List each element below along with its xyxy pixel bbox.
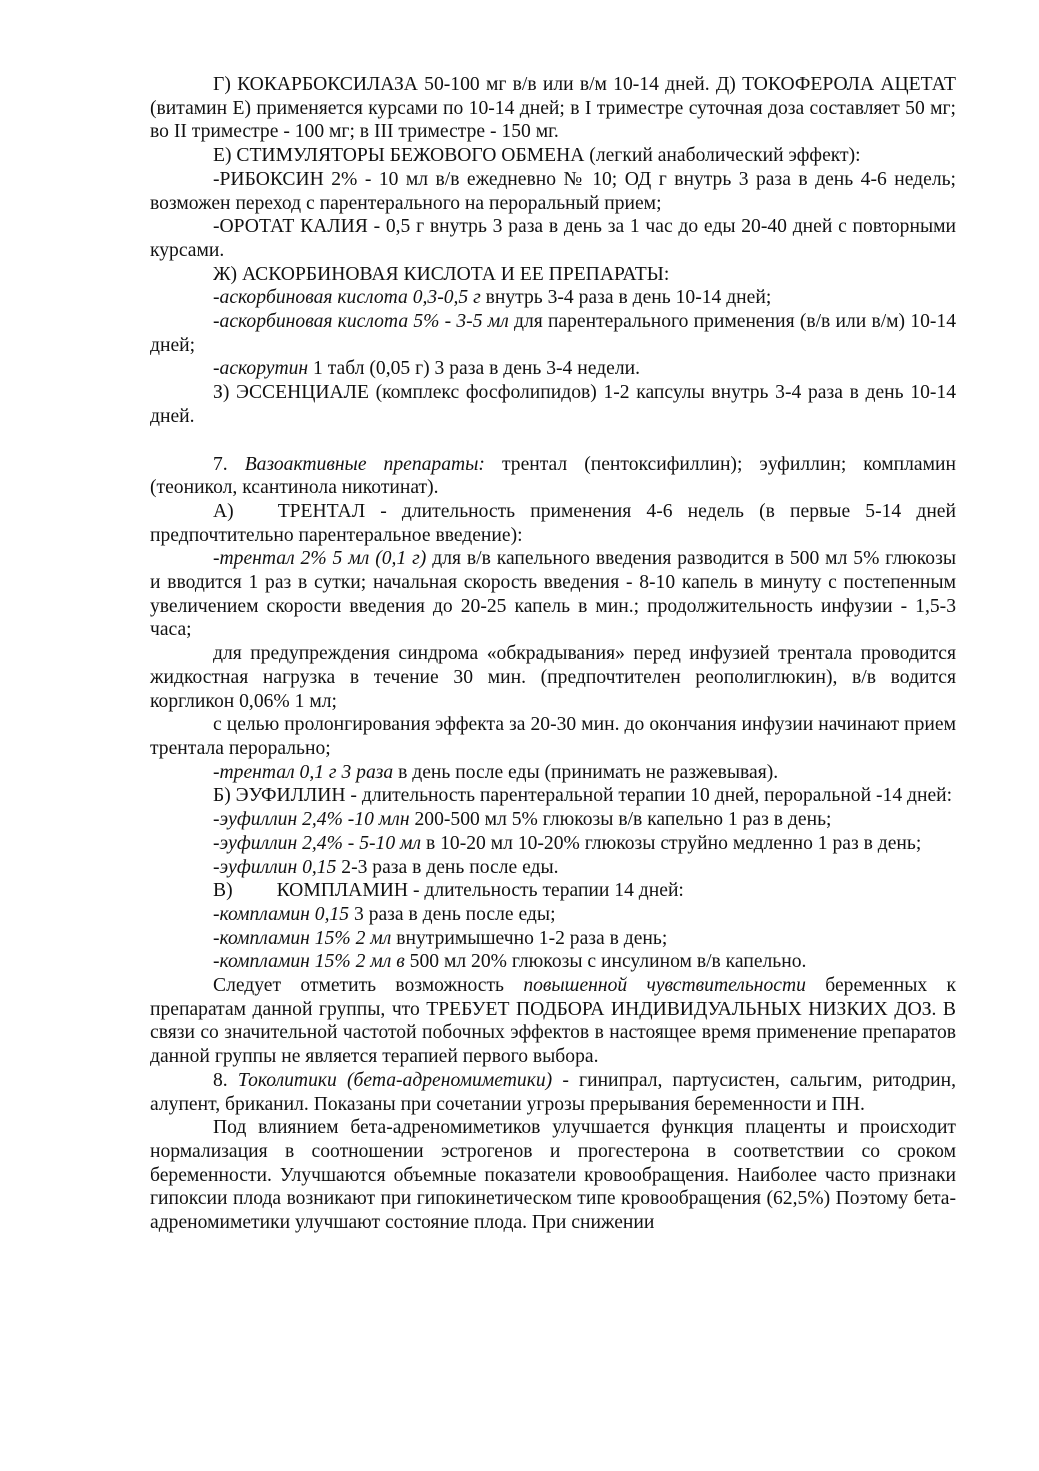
- paragraph-metabolism-stimulators: Е) СТИМУЛЯТОРЫ БЕЖОВОГО ОБМЕНА (легкий анаболический эффект):: [213, 145, 861, 167]
- paragraph-trental-oral: -трентал 0,1 г 3 раза в день после еды (принимать не разжевывая).: [213, 761, 779, 783]
- paragraph-euphyllin-drip: -эуфиллин 2,4% -10 млн 200-500 мл 5% глюкозы в/в капельно 1 раз в день;: [213, 809, 832, 831]
- paragraph-euphyllin-oral: -эуфиллин 0,15 2-3 раза в день после еды.: [213, 856, 559, 878]
- paragraph-complamin-iv: -компламин 15% 2 мл в 500 мл 20% глюкозы с инсулином в/в капельно.: [213, 951, 807, 973]
- paragraph-trental-heading: А) ТРЕНТАЛ - длительность применения 4-6 недель (в первые 5-14 дней предпочтительно парентеральное введение):: [150, 500, 956, 546]
- paragraph-prolongation: с целью пролонгирования эффекта за 20-30 мин. до окончания инфузии начинают прием трентала перорально;: [150, 714, 956, 759]
- paragraph-complamin-im: -компламин 15% 2 мл внутримышечно 1-2 раза в день;: [213, 927, 668, 949]
- document-body: [150, 73, 956, 1235]
- paragraph-tocolytics: 8. Токолитики (бета-адреномиметики) - гинипрал, партусистен, сальгим, ритодрин, алупент, бриканил. Показаны при сочетании угрозы прерывания беременности и ПН.: [150, 1069, 957, 1115]
- paragraph-cocarboxylase-tocopherol: Г) КОКАРБОКСИЛАЗА 50-100 мг в/в или в/м 10-14 дней. Д) ТОКОФЕРОЛА АЦЕТАТ (витамин Е) применяется курсами по 10-14 дней; в I триместре суточная доза составляет 50 мг; во II триместре - 100 мг; в III триместре - 150 мг.: [150, 74, 956, 143]
- paragraph-complamin-oral: -компламин 0,15 3 раза в день после еды;: [213, 903, 556, 925]
- paragraph-ascorbic-parenteral: -аскорбиновая кислота 5% - 3-5 мл для парентерального применения (в/в или в/м) 10-14 дней;: [150, 311, 957, 356]
- paragraph-potassium-orotate: -ОРОТАТ КАЛИЯ - 0,5 г внутрь 3 раза в день за 1 час до еды 20-40 дней с повторными курсами.: [150, 216, 956, 261]
- paragraph-steal-syndrome: для предупреждения синдрома «обкрадывания» перед инфузией трентала проводится жидкостная нагрузка в течение 30 мин. (предпочтителен реополиглюкин), в/в водится коргликон 0,06% 1 мл;: [150, 643, 956, 712]
- paragraph-essentiale: З) ЭССЕНЦИАЛЕ (комплекс фосфолипидов) 1-2 капсулы внутрь 3-4 раза в день 10-14 дней.: [150, 382, 956, 427]
- paragraph-trental-iv: -трентал 2% 5 мл (0,1 г) для в/в капельного введения разводится в 500 мл 5% глюкозы и вводится 1 раз в сутки; начальная скорость введения - 8-10 капель в минуту с постепенным увеличением скорости введения до 20-25 капель в мин.; продолжительность инфузии - 1,5-3 часа;: [150, 548, 956, 641]
- paragraph-ascorutin: -аскорутин 1 табл (0,05 г) 3 раза в день 3-4 недели.: [213, 358, 640, 380]
- paragraph-complamin-heading: В) КОМПЛАМИН - длительность терапии 14 дней:: [213, 880, 684, 902]
- paragraph-ascorbic-heading: Ж) АСКОРБИНОВАЯ КИСЛОТА И ЕЕ ПРЕПАРАТЫ:: [213, 263, 670, 285]
- paragraph-sensitivity-note: Следует отметить возможность повышенной чувствительности беременных к препаратам данной группы, что ТРЕБУЕТ ПОДБОРА ИНДИВИДУАЛЬНЫХ НИЗКИХ ДОЗ. В связи со значительной частотой побочных эффектов в настоящее время применение препаратов данной группы не является терапией первого выбора.: [150, 975, 956, 1068]
- paragraph-vasoactive-drugs: 7. Вазоактивные препараты: трентал (пентоксифиллин); эуфиллин; компламин (теоникол, ксантинола никотинат).: [150, 453, 956, 499]
- paragraph-riboxin: -РИБОКСИН 2% - 10 мл в/в ежедневно № 10; ОД г внутрь 3 раза в день 4-6 недель; возможен переход с парентерального на пероральный прием;: [150, 168, 956, 214]
- paragraph-euphyllin-bolus: -эуфиллин 2,4% - 5-10 мл в 10-20 мл 10-20% глюкозы струйно медленно 1 раз в день;: [213, 832, 922, 854]
- section-gap: [150, 429, 956, 453]
- paragraph-euphyllin-heading: Б) ЭУФИЛЛИН - длительность парентеральной терапии 10 дней, пероральной -14 дней:: [213, 785, 953, 807]
- paragraph-ascorbic-oral: -аскорбиновая кислота 0,3-0,5 г внутрь 3-4 раза в день 10-14 дней;: [213, 287, 772, 309]
- paragraph-beta-adrenomimetics-effect: Под влиянием бета-адреномиметиков улучшается функция плаценты и происходит нормализация в соотношении эстрогенов и прогестерона в соответствии со сроком беременности. Улучшаются объемные показатели кровообращения. Наиболее часто признаки гипоксии плода возникают при гипокинетическом типе кровообращения (62,5%) Поэтому бета-адреномиметики улучшают состояние плода. При снижении: [150, 1117, 956, 1234]
